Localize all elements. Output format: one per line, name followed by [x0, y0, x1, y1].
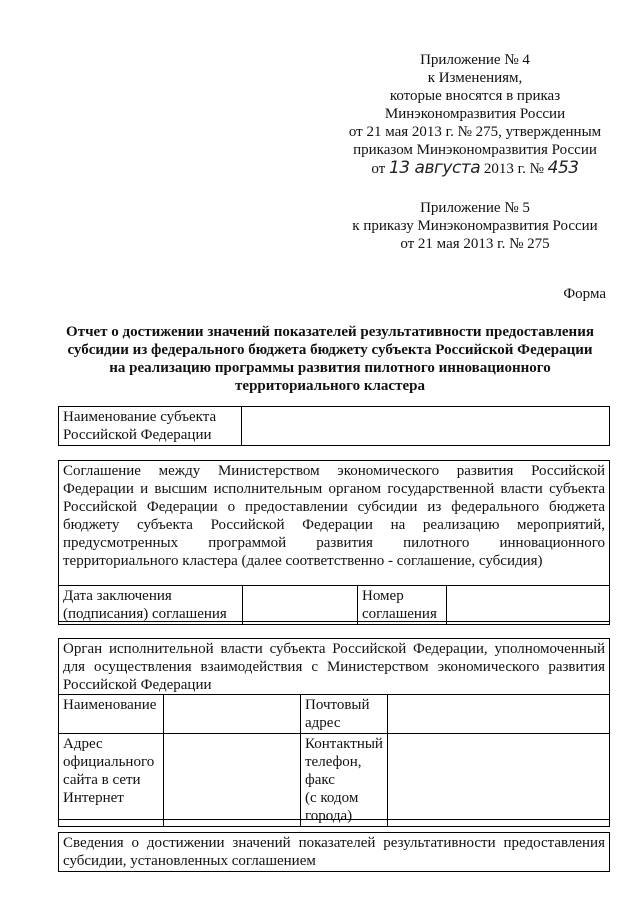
authority-website-label-line: официального: [63, 754, 155, 770]
appendix-4-date-line: [340, 159, 610, 178]
authority-website-label: [59, 734, 164, 827]
appendix-5-header: [340, 199, 610, 253]
agreement-number-label: [358, 586, 447, 625]
appendix-5-title: Приложение № 5: [420, 200, 530, 216]
agreement-date-label: [59, 586, 243, 625]
appendix-4-line: приказом Минэкономразвития России: [353, 142, 597, 158]
handwritten-date: 13 августа: [388, 158, 481, 178]
authority-phone-label-line: факс: [305, 772, 335, 788]
form-label: Форма: [563, 286, 606, 302]
appendix-4-header: [340, 51, 610, 178]
authority-website-label-line: Адрес: [63, 736, 103, 752]
authority-phone-label-line: города): [305, 808, 353, 824]
authority-name-field[interactable]: [164, 695, 301, 734]
agreement-date-label-line: (подписания) соглашения: [63, 606, 227, 622]
appendix-5-line: к приказу Минэкономразвития России: [352, 218, 598, 234]
authority-details-table: [58, 694, 610, 827]
authority-text: Орган исполнительной власти субъекта Российской Федерации, уполномоченный для осуществления взаимодействия с Министерством экономического развития Российской Федерации: [63, 641, 605, 693]
subject-label-line: Российской Федерации: [63, 427, 212, 443]
appendix-5-line: от 21 мая 2013 г. № 275: [400, 236, 550, 252]
authority-postal-field[interactable]: [388, 695, 610, 734]
report-title: [52, 323, 608, 395]
appendix-4-line: к Изменениям,: [427, 70, 523, 86]
agreement-text: Соглашение между Министерством экономического развития Российской Федерации и высшим исполнительным органом государственной власти субъекта Российской Федерации о предоставлении субсидии из федерального бюджета бюджету субъекта Российской Федерации на реализацию мероприятий, предусмотренных программой развития пилотного инновационного территориального кластера (далее соответственно - соглашение, субсидия): [63, 463, 605, 569]
authority-phone-label-line: (с кодом: [305, 790, 359, 806]
agreement-date-field[interactable]: [243, 586, 358, 625]
authority-name-label: Наименование: [59, 695, 164, 734]
info-text: Сведения о достижении значений показателей результативности предоставления субсидии, установленных соглашением: [63, 835, 605, 869]
authority-website-field[interactable]: [164, 734, 301, 827]
title-line: территориального кластера: [235, 378, 425, 394]
authority-postal-label: [301, 695, 388, 734]
agreement-details-table: [58, 585, 610, 625]
appendix-4-title: Приложение № 4: [420, 52, 530, 68]
agreement-number-field[interactable]: [447, 586, 610, 625]
subject-value-field[interactable]: [242, 407, 610, 446]
title-line: субсидии из федерального бюджета бюджету субъекта Российской Федерации: [67, 342, 593, 358]
subject-label-line: Наименование субъекта: [63, 409, 217, 425]
authority-postal-label-line: адрес: [305, 715, 341, 731]
subject-label: [59, 407, 242, 446]
agreement-section: [58, 460, 610, 622]
date-year: 2013 г. №: [483, 161, 544, 177]
date-prefix: от: [371, 161, 386, 177]
appendix-4-line: Минэкономразвития России: [384, 106, 566, 122]
authority-postal-label-line: Почтовый: [305, 697, 370, 713]
agreement-date-label-line: Дата заключения: [63, 588, 172, 604]
handwritten-number: 453: [547, 158, 579, 178]
title-line: на реализацию программы развития пилотного инновационного: [109, 360, 551, 376]
authority-phone-field[interactable]: [388, 734, 610, 827]
info-section: [58, 832, 610, 872]
authority-phone-label-line: Контактный: [305, 736, 383, 752]
authority-website-label-line: Интернет: [63, 790, 124, 806]
authority-phone-label: [301, 734, 388, 827]
agreement-number-label-line: соглашения: [362, 606, 437, 622]
authority-phone-label-line: телефон,: [305, 754, 362, 770]
authority-website-label-line: сайта в сети: [63, 772, 141, 788]
appendix-4-line: которые вносятся в приказ: [389, 88, 561, 104]
subject-table: [58, 406, 610, 446]
authority-section: [58, 638, 610, 824]
agreement-number-label-line: Номер: [362, 588, 404, 604]
title-line: Отчет о достижении значений показателей результативности предоставления: [66, 324, 594, 340]
appendix-4-line: от 21 мая 2013 г. № 275, утвержденным: [348, 124, 602, 140]
